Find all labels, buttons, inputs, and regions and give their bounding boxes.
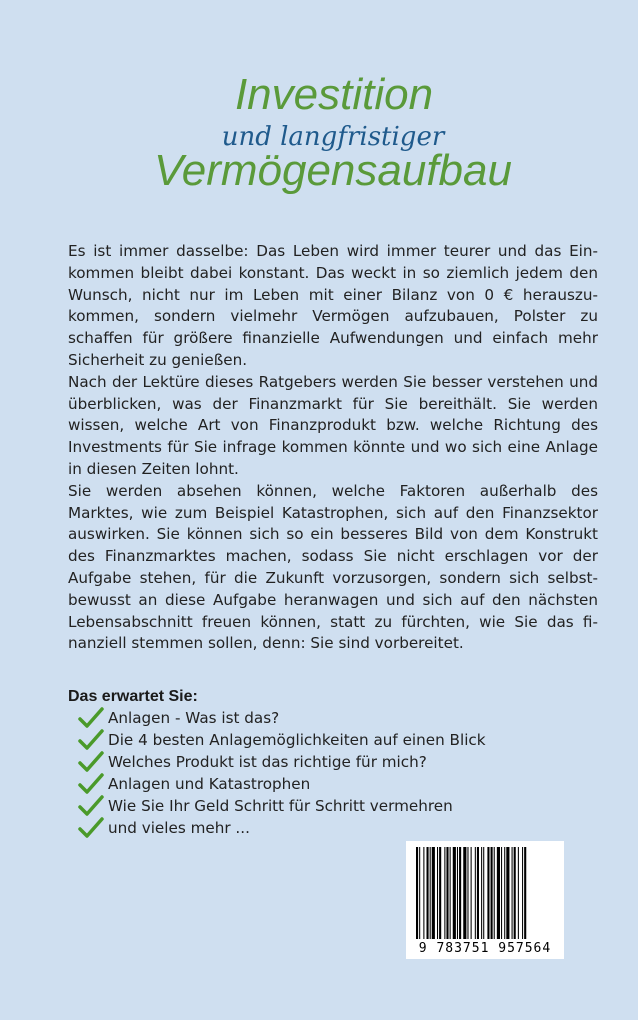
barcode-bar [459,847,461,939]
list-item-label: Anlagen - Was ist das? [108,709,280,727]
isbn-barcode [406,841,564,959]
checkmark-icon [78,707,104,729]
blurb-paragraph-3: Sie werden absehen können, welche Faktoren außerhalb des Marktes, wie zum Beispiel Katastrophen, sich auf den Finanzsektor auswirken. Sie können sich so ein besseres Bild von dem Konstrukt des Finanzmarktes machen, sodass Sie nicht erschlagen vor der Aufgabe stehen, für die Zukunft vorzusorgen, sondern sich selbstbewusst an diese Aufgabe heranwagen und sich auf den nächsten Lebensabschnitt freuen können, statt zu fürchten, wie Sie das finanziell stemmen sollen, denn: Sie sind vorbereitet. [68,481,598,653]
barcode-bar [512,847,513,939]
barcode-bar [524,847,526,939]
barcode-bar [504,847,505,939]
list-item-label: Anlagen und Katastrophen [108,775,311,793]
list-item [78,707,486,729]
barcode-bar [444,847,445,939]
list-item [78,729,486,751]
barcode-bar [497,847,500,939]
barcode-bar [450,847,451,939]
title-line-1: Investition [234,70,434,119]
barcode-bar [430,847,431,939]
blurb-paragraph-2: Nach der Lektüre dieses Ratgebers werden Sie besser verstehen und überblicken, was der Finanzmarkt für Sie bereithält. Sie werden wissen, welche Art von Finanzprodukt bzw. welche Richtung des Investments für Sie infrage kommen könnte und wo sich eine Anlage in diesen Zeiten lohnt. [68,372,598,478]
barcode-bar [518,847,519,939]
barcode-bar [467,847,468,939]
title-block [0,70,638,196]
barcode-bar [501,847,502,939]
checkmark-icon [78,729,104,751]
barcode-bar [437,847,438,939]
barcode-bar [423,847,424,939]
barcode-bar [432,847,435,939]
checkmark-icon [78,795,104,817]
barcode-bar [419,847,420,939]
list-item [78,751,486,773]
barcode-bar [427,847,429,939]
list-item [78,795,486,817]
expectations-heading: Das erwartet Sie: [68,688,198,705]
barcode-bar [477,847,479,939]
checkmark-icon [78,817,104,839]
barcode-bar [494,847,495,939]
list-item-label: Welches Produkt ist das richtige für mich? [108,753,427,771]
barcode-bar [481,847,482,939]
barcode-bar [483,847,484,939]
isbn-number: 9 783751 957564 [418,941,552,956]
list-item [78,817,486,839]
barcode-bar [446,847,448,939]
barcode-bars [414,847,556,939]
barcode-bar [416,847,418,939]
barcode-bar [491,847,493,939]
barcode-bar [457,847,458,939]
list-item-label: Wie Sie Ihr Geld Schritt für Schritt vermehren [108,797,453,815]
barcode-bar [471,847,472,939]
barcode-bar [522,847,523,939]
barcode-bar [487,847,489,939]
blurb-paragraph-1: Es ist immer dasselbe: Das Leben wird immer teurer und das Einkommen bleibt dabei konstant. Das weckt in so ziemlich jedem den Wunsch, nicht nur im Leben mit einer Bilanz von 0 € herauszukommen, sondern vielmehr Vermögen aufzubauen, Polster zu schaffen für größere finanzielle Aufwendungen und einfach mehr Sicherheit zu genießen. [68,242,598,369]
title-line-3: Vermögensaufbau [154,146,512,195]
checkmark-icon [78,751,104,773]
title-line-2: und langfristiger [221,122,445,152]
list-item [78,773,486,795]
blurb-text [68,241,598,655]
barcode-bar [475,847,476,939]
list-item-label: und vieles mehr ... [108,819,250,837]
barcode-bar [506,847,509,939]
checkmark-icon [78,773,104,795]
barcode-bar [453,847,456,939]
barcode-bar [439,847,441,939]
expectations-list [78,707,486,839]
barcode-bar [514,847,516,939]
list-item-label: Die 4 besten Anlagemöglichkeiten auf einen Blick [108,731,486,749]
barcode-bar [463,847,466,939]
